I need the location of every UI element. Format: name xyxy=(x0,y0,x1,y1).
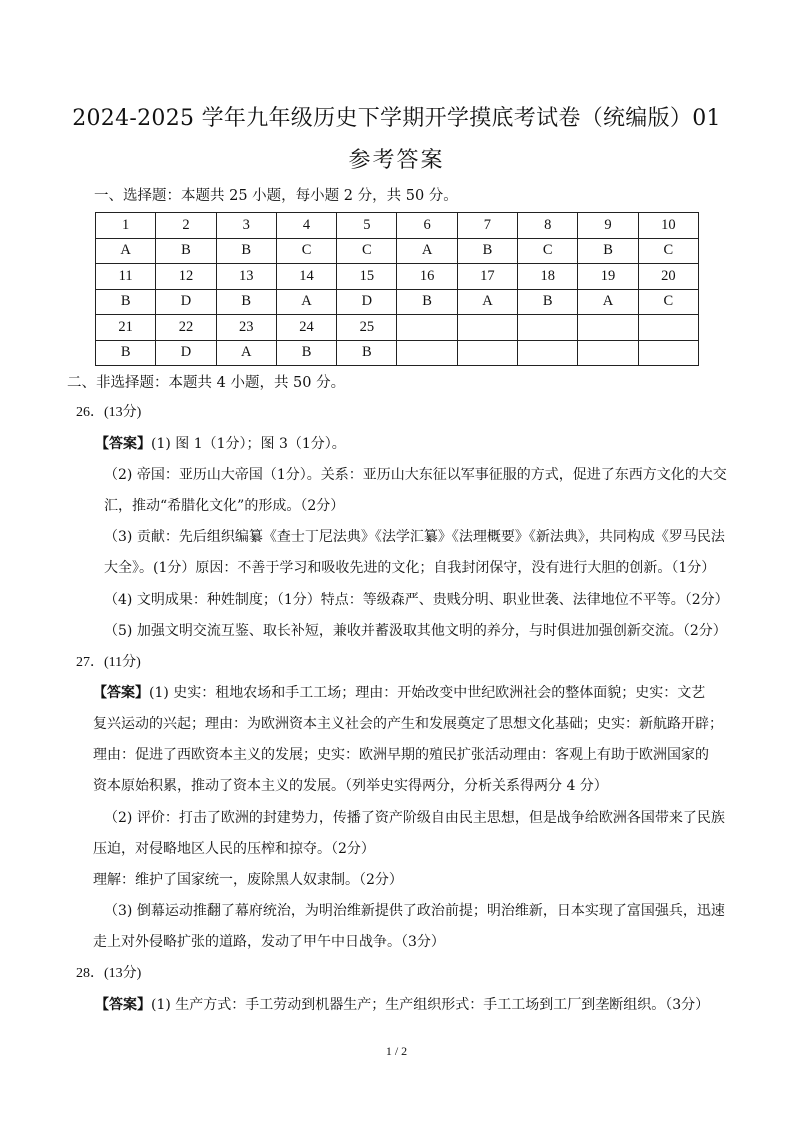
answer-cell: B xyxy=(156,238,216,264)
answer-cell: A xyxy=(397,238,457,264)
question-26-line-7: （5) 加强文明交流互鉴、取长补短，兼收并蓄汲取其他文明的养分，与时俱进加强创新交流。（2分） xyxy=(104,623,727,639)
answer-cell: B xyxy=(96,289,156,315)
answer-cell xyxy=(397,340,457,366)
answer-cell: A xyxy=(216,340,276,366)
answer-table xyxy=(95,212,699,366)
question-27-line-6: 压迫，对侵略地区人民的压榨和掠夺。（2分） xyxy=(93,841,375,857)
answer-cell xyxy=(578,340,638,366)
section-2-heading: 二、非选择题：本题共 4 小题，共 50 分。 xyxy=(67,375,346,391)
question-number-cell: 17 xyxy=(457,264,517,290)
answer-cell: C xyxy=(337,238,397,264)
question-28-text-1: (1) 生产方式：手工劳动到机器生产；生产组织形式：手工工场到工厂到垄断组织。（3分） xyxy=(151,997,710,1013)
question-27-line-1 xyxy=(93,682,733,702)
answer-cell: C xyxy=(276,238,336,264)
answer-cell xyxy=(638,340,698,366)
answer-cell: B xyxy=(96,340,156,366)
question-27-line-2: 复兴运动的兴起；理由：为欧洲资本主义社会的产生和发展奠定了思想文化基础；史实：新航路开辟； xyxy=(93,716,723,732)
question-number-cell: 6 xyxy=(397,213,457,239)
question-27-header: 27．(11分) xyxy=(76,655,141,670)
answer-table-row xyxy=(96,213,699,239)
question-26-line-3: 汇，推动“希腊化文化”的形成。（2分） xyxy=(104,498,345,514)
question-26-line-1 xyxy=(95,433,735,453)
question-number-cell: 24 xyxy=(276,315,336,341)
question-27-line-3: 理由：促进了西欧资本主义的发展；史实：欧洲早期的殖民扩张活动理由：客观上有助于欧洲国家的 xyxy=(93,747,709,763)
answer-cell: C xyxy=(638,238,698,264)
question-26-line-4: （3) 贡献：先后组织编纂《查士丁尼法典》《法学汇纂》《法理概要》《新法典》，共同构成《罗马民法 xyxy=(104,529,725,545)
answer-cell: C xyxy=(638,289,698,315)
answer-label: 【答案】 xyxy=(93,685,149,701)
question-27-text-1: (1) 史实：租地农场和手工工场；理由：开始改变中世纪欧洲社会的整体面貌；史实：文艺 xyxy=(149,685,706,701)
answer-cell: A xyxy=(96,238,156,264)
page-subtitle: 参考答案 xyxy=(348,148,445,173)
answer-table-row xyxy=(96,238,699,264)
question-number-cell: 5 xyxy=(337,213,397,239)
question-number-cell: 10 xyxy=(638,213,698,239)
question-number-cell: 19 xyxy=(578,264,638,290)
answer-cell xyxy=(518,340,578,366)
question-28-line-1 xyxy=(95,994,735,1014)
question-number-cell: 25 xyxy=(337,315,397,341)
question-number-cell xyxy=(638,315,698,341)
question-number-cell xyxy=(457,315,517,341)
answer-cell: A xyxy=(457,289,517,315)
answer-cell: D xyxy=(337,289,397,315)
question-number-cell: 9 xyxy=(578,213,638,239)
question-27-line-4: 资本原始积累，推动了资本主义的发展。（列举史实得两分，分析关系得两分 4 分） xyxy=(93,778,608,794)
answer-cell: B xyxy=(518,289,578,315)
question-26-header: 26．(13分) xyxy=(76,405,142,420)
answer-cell: D xyxy=(156,289,216,315)
answer-table-row xyxy=(96,340,699,366)
question-number-cell: 18 xyxy=(518,264,578,290)
answer-cell: A xyxy=(276,289,336,315)
question-27-line-5: （2) 评价：打击了欧洲的封建势力，传播了资产阶级自由民主思想，但是战争给欧洲各国带来了民族 xyxy=(104,810,725,826)
question-26-text-1: (1) 图 1（1分）；图 3（1分）。 xyxy=(151,436,346,452)
question-number-cell xyxy=(518,315,578,341)
answer-cell: B xyxy=(216,238,276,264)
question-26-line-2: （2) 帝国：亚历山大帝国（1分）。关系：亚历山大东征以军事征服的方式，促进了东西方文化的大交 xyxy=(104,467,727,483)
answer-cell: B xyxy=(276,340,336,366)
question-number-cell: 15 xyxy=(337,264,397,290)
answer-label: 【答案】 xyxy=(95,997,151,1013)
page-number: 1 / 2 xyxy=(385,1044,408,1058)
question-number-cell: 14 xyxy=(276,264,336,290)
question-number-cell: 16 xyxy=(397,264,457,290)
question-number-cell: 20 xyxy=(638,264,698,290)
question-27-line-7: 理解：维护了国家统一，废除黑人奴隶制。（2分） xyxy=(93,872,403,888)
question-28-header: 28．(13分) xyxy=(76,966,142,981)
question-number-cell: 3 xyxy=(216,213,276,239)
section-1-heading: 一、选择题：本题共 25 小题，每小题 2 分，共 50 分。 xyxy=(94,188,458,204)
answer-cell xyxy=(457,340,517,366)
question-number-cell: 4 xyxy=(276,213,336,239)
answer-table-row xyxy=(96,264,699,290)
answer-cell: A xyxy=(578,289,638,315)
answer-label: 【答案】 xyxy=(95,436,151,452)
question-number-cell: 1 xyxy=(96,213,156,239)
question-26-line-6: （4) 文明成果：种姓制度；（1分）特点：等级森严、贵贱分明、职业世袭、法律地位不平等。（2分） xyxy=(104,592,729,608)
question-number-cell xyxy=(578,315,638,341)
answer-cell: C xyxy=(518,238,578,264)
question-number-cell: 22 xyxy=(156,315,216,341)
answer-cell: D xyxy=(156,340,216,366)
question-number-cell: 12 xyxy=(156,264,216,290)
answer-cell: B xyxy=(337,340,397,366)
page-title: 2024-2025 学年九年级历史下学期开学摸底考试卷（统编版）01 xyxy=(72,106,721,131)
question-number-cell: 8 xyxy=(518,213,578,239)
question-27-line-9: 走上对外侵略扩张的道路，发动了甲午中日战争。（3分） xyxy=(93,934,445,950)
question-number-cell: 7 xyxy=(457,213,517,239)
answer-cell: B xyxy=(397,289,457,315)
question-number-cell: 11 xyxy=(96,264,156,290)
question-27-line-8: （3) 倒幕运动推翻了幕府统治，为明治维新提供了政治前提；明治维新，日本实现了富国强兵，迅速 xyxy=(104,903,725,919)
answer-cell: B xyxy=(578,238,638,264)
answer-cell: B xyxy=(457,238,517,264)
question-number-cell: 23 xyxy=(216,315,276,341)
question-number-cell xyxy=(397,315,457,341)
question-number-cell: 13 xyxy=(216,264,276,290)
answer-table-row xyxy=(96,289,699,315)
answer-cell: B xyxy=(216,289,276,315)
question-number-cell: 21 xyxy=(96,315,156,341)
question-26-line-5: 大全》。(1分）原因：不善于学习和吸收先进的文化；自我封闭保守，没有进行大胆的创新。（1分） xyxy=(104,560,716,576)
answer-table-row xyxy=(96,315,699,341)
question-number-cell: 2 xyxy=(156,213,216,239)
